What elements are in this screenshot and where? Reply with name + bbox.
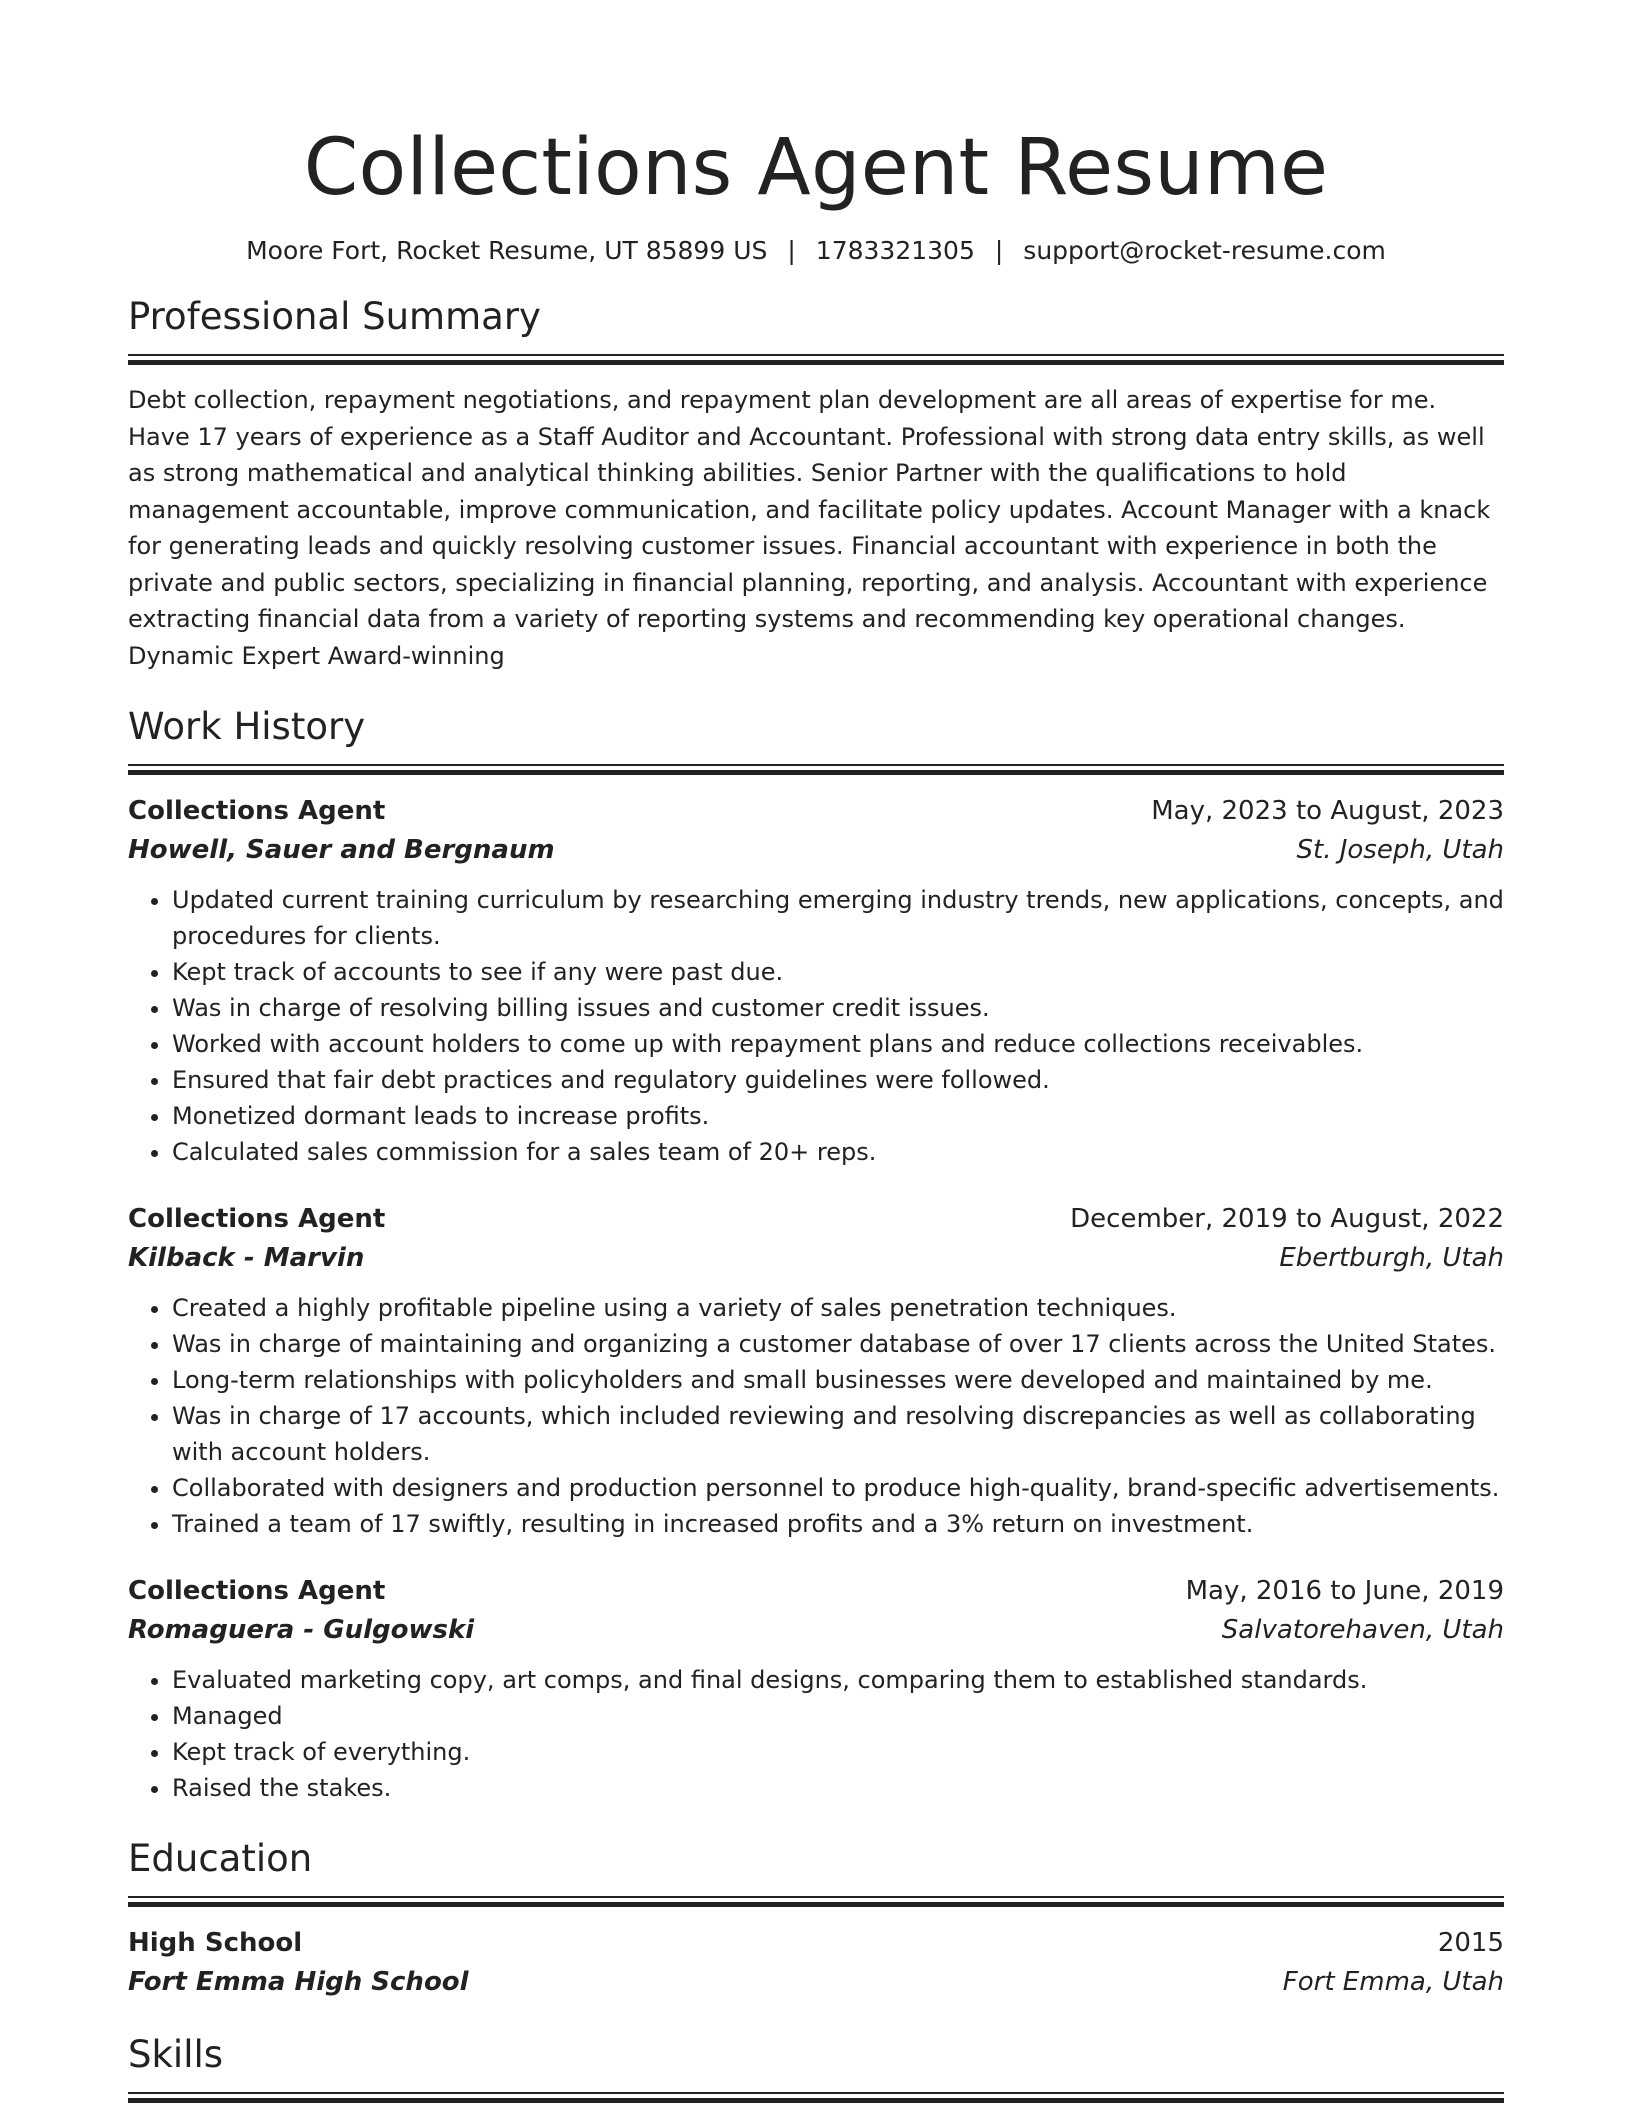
resume-title: Collections Agent Resume [303, 123, 1329, 213]
contact-separator: | [994, 236, 1004, 265]
education-year: 2015 [1437, 1928, 1504, 1958]
education-location: Fort Emma, Utah [1282, 1967, 1504, 1997]
job-bullet: • Monetized dormant leads to increase profits. [172, 1098, 1504, 1134]
job-bullets [128, 882, 1504, 1170]
job-bullet: • Calculated sales commission for a sales team of 20+ reps. [172, 1134, 1504, 1170]
job-title: Collections Agent [128, 1576, 386, 1606]
summary-text: Debt collection, repayment negotiations, and repayment plan development are all areas of expertise for me. Have 17 years of experience as a Staff Auditor and Accountant. Professional with strong data entry skills, as well as strong mathematical and analytical thinking abilities. Senior Partner with the qualifications to hold management accountable, improve communication, and facilitate policy updates. Account Manager with a knack for generating leads and quickly resolving customer issues. Financial accountant with experience in both the private and public sectors, specializing in financial planning, reporting, and analysis. Accountant with experience extracting financial data from a variety of reporting systems and recommending key operational changes. Dynamic Expert Award-winning [128, 386, 1491, 670]
job-bullet: • Was in charge of maintaining and organizing a customer database of over 17 clients across the United States. [172, 1326, 1504, 1362]
section-heading-work: Work History [128, 705, 366, 748]
job-location: Ebertburgh, Utah [1279, 1243, 1504, 1273]
job-title: Collections Agent [128, 1204, 386, 1234]
job-entry [128, 792, 1504, 1170]
job-bullet: • Worked with account holders to come up with repayment plans and reduce collections receivables. [172, 1026, 1504, 1062]
section-heading-education: Education [128, 1837, 313, 1880]
contact-line [128, 234, 1504, 268]
job-company: Howell, Sauer and Bergnaum [128, 835, 555, 865]
job-company: Romaguera - Gulgowski [128, 1615, 475, 1645]
job-bullet: • Created a highly profitable pipeline using a variety of sales penetration techniques. [172, 1290, 1504, 1326]
skills-section [128, 2032, 1504, 2102]
job-bullet: • Kept track of accounts to see if any were past due. [172, 954, 1504, 990]
section-heading-summary: Professional Summary [128, 295, 541, 338]
education-school: Fort Emma High School [128, 1967, 469, 1997]
job-bullet: • Long-term relationships with policyholders and small businesses were developed and maintained by me. [172, 1362, 1504, 1398]
job-dates: May, 2023 to August, 2023 [1151, 796, 1504, 826]
contact-phone: 1783321305 [815, 236, 975, 265]
job-bullet: • Was in charge of resolving billing issues and customer credit issues. [172, 990, 1504, 1026]
job-bullet: • Updated current training curriculum by researching emerging industry trends, new applications, concepts, and procedures for clients. [172, 882, 1504, 954]
job-bullet: • Evaluated marketing copy, art comps, and final designs, comparing them to established standards. [172, 1662, 1504, 1698]
job-title: Collections Agent [128, 796, 386, 826]
job-location: St. Joseph, Utah [1296, 835, 1504, 865]
job-bullet: • Was in charge of 17 accounts, which included reviewing and resolving discrepancies as well as collaborating with account holders. [172, 1398, 1504, 1470]
contact-address: Moore Fort, Rocket Resume, UT 85899 US [246, 236, 768, 265]
job-dates: May, 2016 to June, 2019 [1185, 1576, 1504, 1606]
job-bullet: • Managed [172, 1698, 1504, 1734]
resume-page [128, 118, 1504, 2102]
job-bullets [128, 1290, 1504, 1542]
professional-summary-section [128, 294, 1504, 674]
job-company: Kilback - Marvin [128, 1243, 365, 1273]
work-history-section [128, 704, 1504, 1806]
job-bullet: • Kept track of everything. [172, 1734, 1504, 1770]
job-bullet: • Raised the stakes. [172, 1770, 1504, 1806]
section-divider [128, 764, 1504, 774]
job-bullet: • Ensured that fair debt practices and regulatory guidelines were followed. [172, 1062, 1504, 1098]
job-bullet: • Trained a team of 17 swiftly, resulting in increased profits and a 3% return on investment. [172, 1506, 1504, 1542]
education-section [128, 1836, 1504, 2002]
education-degree: High School [128, 1928, 303, 1958]
section-divider [128, 354, 1504, 364]
education-entry [128, 1924, 1504, 2002]
job-location: Salvatorehaven, Utah [1221, 1615, 1504, 1645]
job-bullets [128, 1662, 1504, 1806]
section-divider [128, 2092, 1504, 2102]
job-bullet: • Collaborated with designers and production personnel to produce high-quality, brand-specific advertisements. [172, 1470, 1504, 1506]
job-entry [128, 1572, 1504, 1806]
contact-email: support@rocket-resume.com [1023, 236, 1386, 265]
section-heading-skills: Skills [128, 2033, 224, 2076]
job-dates: December, 2019 to August, 2022 [1070, 1204, 1504, 1234]
job-entry [128, 1200, 1504, 1542]
section-divider [128, 1896, 1504, 1906]
contact-separator: | [787, 236, 796, 265]
